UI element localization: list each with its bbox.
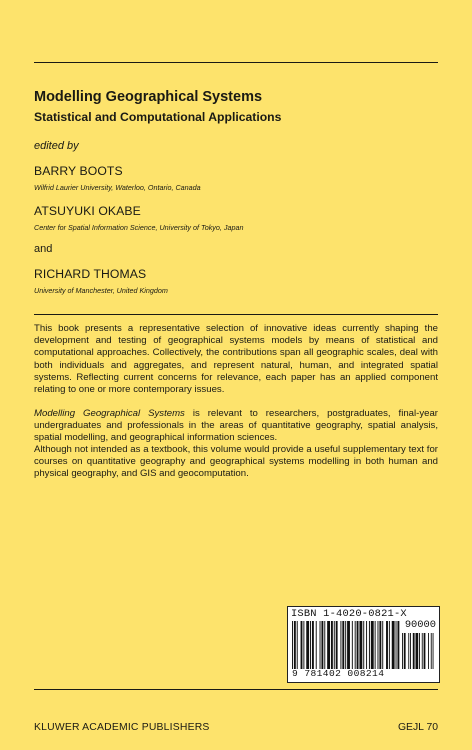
top-rule bbox=[34, 62, 438, 63]
barcode-bar bbox=[392, 621, 395, 669]
addon-bar bbox=[413, 633, 415, 669]
middle-rule bbox=[34, 314, 438, 315]
barcode-bar bbox=[347, 621, 350, 669]
barcode-bar bbox=[363, 621, 364, 669]
barcode-bar bbox=[320, 621, 321, 669]
barcode-bar bbox=[327, 621, 330, 669]
editor-affiliation: Wilfrid Laurier University, Waterloo, Ontario, Canada bbox=[34, 183, 201, 192]
book-subtitle: Statistical and Computational Applications bbox=[34, 110, 282, 124]
addon-bar bbox=[433, 633, 434, 669]
blurb-paragraph: Although not intended as a textbook, this volume would provide a useful supplementary text for courses on quantitative geography and geographical systems modelling in both human and physical geography, and GIS and geocomputation. bbox=[34, 444, 438, 480]
barcode-bar bbox=[378, 621, 379, 669]
barcode-bar bbox=[342, 621, 344, 669]
addon-bar bbox=[428, 633, 429, 669]
barcode-bar bbox=[366, 621, 367, 669]
isbn-number: ISBN 1-4020-0821-X bbox=[291, 608, 407, 620]
barcode-bar bbox=[334, 621, 335, 669]
barcode-bar bbox=[321, 621, 323, 669]
barcode-bar bbox=[397, 621, 399, 669]
publisher-name: KLUWER ACADEMIC PUBLISHERS bbox=[34, 722, 210, 733]
barcode-bar bbox=[324, 621, 325, 669]
addon-bar bbox=[422, 633, 423, 669]
addon-bar bbox=[404, 633, 406, 669]
editor-name: BARRY BOOTS bbox=[34, 164, 123, 178]
barcode-bar bbox=[310, 621, 311, 669]
addon-bar bbox=[410, 633, 411, 669]
barcode-bar bbox=[369, 621, 370, 669]
barcode-bar bbox=[359, 621, 362, 669]
barcode-bar bbox=[375, 621, 376, 669]
addon-bar bbox=[424, 633, 426, 669]
barcode-bar bbox=[292, 621, 293, 669]
barcode-bar bbox=[371, 621, 374, 669]
barcode-bar bbox=[303, 621, 304, 669]
barcode-bar bbox=[386, 621, 388, 669]
barcode-bar bbox=[345, 621, 346, 669]
barcode-bar bbox=[396, 621, 397, 669]
price-code: 90000 bbox=[404, 619, 436, 631]
addon-bar bbox=[419, 633, 420, 669]
addon-bar bbox=[431, 633, 432, 669]
book-title: Modelling Geographical Systems bbox=[34, 89, 263, 105]
barcode-bar bbox=[312, 621, 314, 669]
barcode-bar bbox=[316, 621, 317, 669]
addon-bar bbox=[402, 633, 403, 669]
barcode-bar bbox=[340, 621, 341, 669]
barcode-bar bbox=[294, 621, 296, 669]
barcode-bars bbox=[292, 621, 435, 669]
blurb-paragraph: This book presents a representative selection of innovative ideas currently shaping the development and testing of geographical systems models by means of statistical and computational approaches. Collectively, the contributions span all geographic scales, deal with both individuals and aggregates, and represent natural, human, and integrated spatial systems. Reflecting current concerns for relevance, each paper has an applied component relating to one or more contemporary issues. bbox=[34, 323, 438, 396]
editor-affiliation: Center for Spatial Information Science, University of Tokyo, Japan bbox=[34, 223, 244, 232]
barcode-bar bbox=[389, 621, 390, 669]
ean-number: 9 781402 008214 bbox=[292, 668, 385, 679]
barcode-bar bbox=[379, 621, 381, 669]
editor-name: RICHARD THOMAS bbox=[34, 267, 147, 281]
barcode-bar bbox=[355, 621, 356, 669]
blurb-paragraph bbox=[34, 408, 438, 445]
barcode-bar bbox=[306, 621, 309, 669]
isbn-barcode bbox=[287, 606, 440, 683]
barcode-bar bbox=[336, 621, 338, 669]
blurb-text: is relevant to researchers, postgraduates, final-year undergraduates and professionals in the areas of quantitative geography, spatial analysis, spatial modelling, and geographical information sciences. bbox=[34, 408, 438, 444]
bottom-rule bbox=[34, 689, 438, 690]
book-title-italic: Modelling Geographical Systems bbox=[34, 408, 185, 419]
barcode-bar bbox=[352, 621, 353, 669]
editor-name: ATSUYUKI OKABE bbox=[34, 204, 141, 218]
and-label: and bbox=[34, 243, 53, 255]
edited-by-label: edited by bbox=[34, 140, 79, 152]
barcode-bar bbox=[382, 621, 383, 669]
addon-bar bbox=[408, 633, 409, 669]
barcode-bar bbox=[331, 621, 333, 669]
barcode-bar bbox=[301, 621, 303, 669]
catalog-code: GEJL 70 bbox=[397, 722, 438, 733]
barcode-bar bbox=[297, 621, 298, 669]
barcode-bar bbox=[357, 621, 359, 669]
editor-affiliation: University of Manchester, United Kingdom bbox=[34, 286, 168, 295]
addon-bar bbox=[416, 633, 419, 669]
